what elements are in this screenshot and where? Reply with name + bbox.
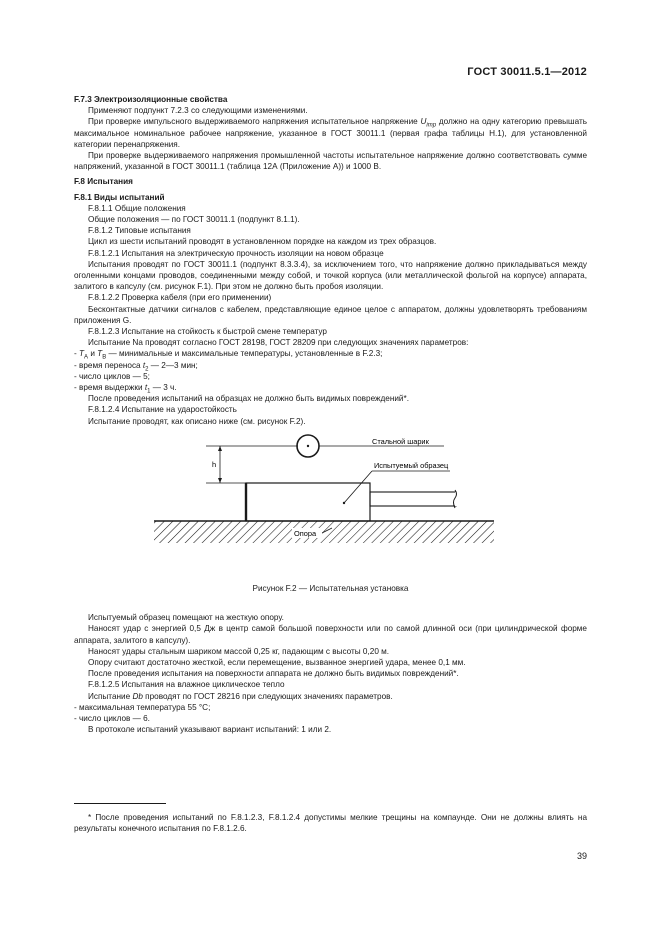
document-code-header: ГОСТ 30011.5.1—2012 (467, 66, 587, 78)
subsection-heading: F.8.1.2.5 Испытания на влажное циклическое тепло (88, 680, 285, 690)
paragraph: Наносят удар с энергией 0,5 Дж в центр самой большой поверхности или по самой длинной оси (при цилиндрической форме аппарата, залитого в капсулу). (74, 624, 587, 645)
paragraph: Цикл из шести испытаний проводят в установленном порядке на каждом из трех образцов. (88, 237, 437, 247)
paragraph: Испытуемый образец помещают на жесткую опору. (88, 613, 284, 623)
figure-test-setup (74, 433, 587, 575)
paragraph: После проведения испытаний на образцах не должно быть видимых повреждений*. (88, 394, 409, 404)
subsection-heading: F.8.1.2.4 Испытание на ударостойкость (88, 405, 237, 415)
list-item-hold-time: - время выдержки $t_1$ — 3 ч. (74, 383, 177, 395)
list-item-temperatures: - $T_A$ и $T_B$ — минимальные и максимальные температуры, установленные в F.2.3; (74, 349, 383, 362)
sample-label: Испытуемый образец (374, 460, 449, 470)
paragraph: В протоколе испытаний указывают вариант испытаний: 1 или 2. (88, 725, 332, 735)
height-arrow-down (218, 478, 222, 483)
section-f73-heading: F.7.3 Электроизоляционные свойства (74, 95, 228, 104)
list-item-cycles-db: - число циклов — 6. (74, 713, 150, 723)
list-item-transfer-time: - время переноса $t_2$ — 2—3 мин; (74, 360, 198, 373)
subsection-heading: F.8.1.2.2 Проверка кабеля (при его применении) (88, 293, 272, 303)
height-arrow-up (218, 446, 222, 451)
footnote-divider (74, 803, 166, 804)
subsection-heading: F.8.1.2.1 Испытания на электрическую прочность изоляции на новом образце (88, 248, 384, 258)
footnote: * После проведения испытаний по F.8.1.2.3, F.8.1.2.4 допустимы мелкие трещины на компаунде. Они не должны влиять на результаты конечного испытания по F.8.1.2.6. (74, 813, 587, 834)
page-number: 39 (576, 851, 587, 861)
page-body (74, 94, 587, 735)
paragraph: Опору считают достаточно жесткой, если перемещение, вызванное энергией удара, менее 0,1 мм. (88, 657, 466, 667)
paragraph: Бесконтактные датчики сигналов с кабелем, представляющие единое целое с аппаратом, должны удовлетворять требованиям приложения G. (74, 304, 587, 325)
paragraph-uimp: При проверке импульсного выдерживаемого напряжения испытательное напряжение $U_{imp}$ должно на одну категорию превышать максимальное номинальное рабочее напряжение, указанное в ГОСТ 30011.1 (первая графа таблицы Н.1), для установленной категории перенапряжения. (74, 117, 588, 149)
paragraph: Общие положения — по ГОСТ 30011.1 (подпункт 8.1.1). (88, 215, 300, 225)
subsection-heading: F.8.1.2 Типовые испытания (88, 226, 191, 236)
paragraph: Испытание Na проводят согласно ГОСТ 28198, ГОСТ 28209 при следующих значениях параметров: (88, 338, 469, 348)
paragraph: Применяют подпункт 7.2.3 со следующими изменениями. (88, 106, 308, 116)
ball-label: Стальной шарик (372, 436, 429, 446)
subsection-heading: F.8.1.1 Общие положения (88, 203, 186, 213)
paragraph: Испытания проводят по ГОСТ 30011.1 (подпункт 8.3.3.4), за исключением того, что напряжение должно прикладываться между оголенными концами проводов, соединенными между собой, и точкой корпуса (или металлической фольгой на корпусе) аппарата, залитого в капсулу (см. рисунок F.1). При этом не должно быть пробоя изоляции. (74, 259, 587, 292)
section-f8-heading: F.8 Испытания (74, 177, 133, 187)
specimen-block (246, 483, 370, 521)
paragraph: При проверке выдерживаемого напряжения промышленной частоты испытательное напряжение должно соответствовать сумме напряжений, указанной в ГОСТ 30011.1 (таблица 12А (Приложение А)) и 1000 В. (74, 151, 587, 172)
subsection-heading: F.8.1.2.3 Испытание на стойкость к быстрой смене температур (88, 327, 327, 337)
list-item-cycles: - число циклов — 5; (74, 371, 150, 381)
section-f81-heading: F.8.1 Виды испытаний (74, 192, 165, 202)
sample-leader-dot (343, 502, 345, 504)
height-label: h (212, 459, 217, 469)
sample-leader (344, 471, 372, 503)
list-item-max-temp: - максимальная температура 55 °С; (74, 702, 211, 712)
paragraph: Наносят удары стальным шариком массой 0,25 кг, падающим с высоты 0,20 м. (88, 646, 390, 656)
ball-center-dot (307, 445, 309, 447)
paragraph: После проведения испытания на поверхности аппарата не должно быть видимых повреждений*. (88, 669, 459, 679)
cable (370, 492, 456, 506)
test-setup-drawing (74, 433, 587, 575)
figure-caption: Рисунок F.2 — Испытательная установка (252, 583, 409, 593)
paragraph-db: Испытание Db проводят по ГОСТ 28216 при следующих значениях параметров. (88, 691, 393, 701)
paragraph: Испытание проводят, как описано ниже (см. рисунок F.2). (88, 416, 306, 426)
support-label: Опора (294, 528, 317, 538)
